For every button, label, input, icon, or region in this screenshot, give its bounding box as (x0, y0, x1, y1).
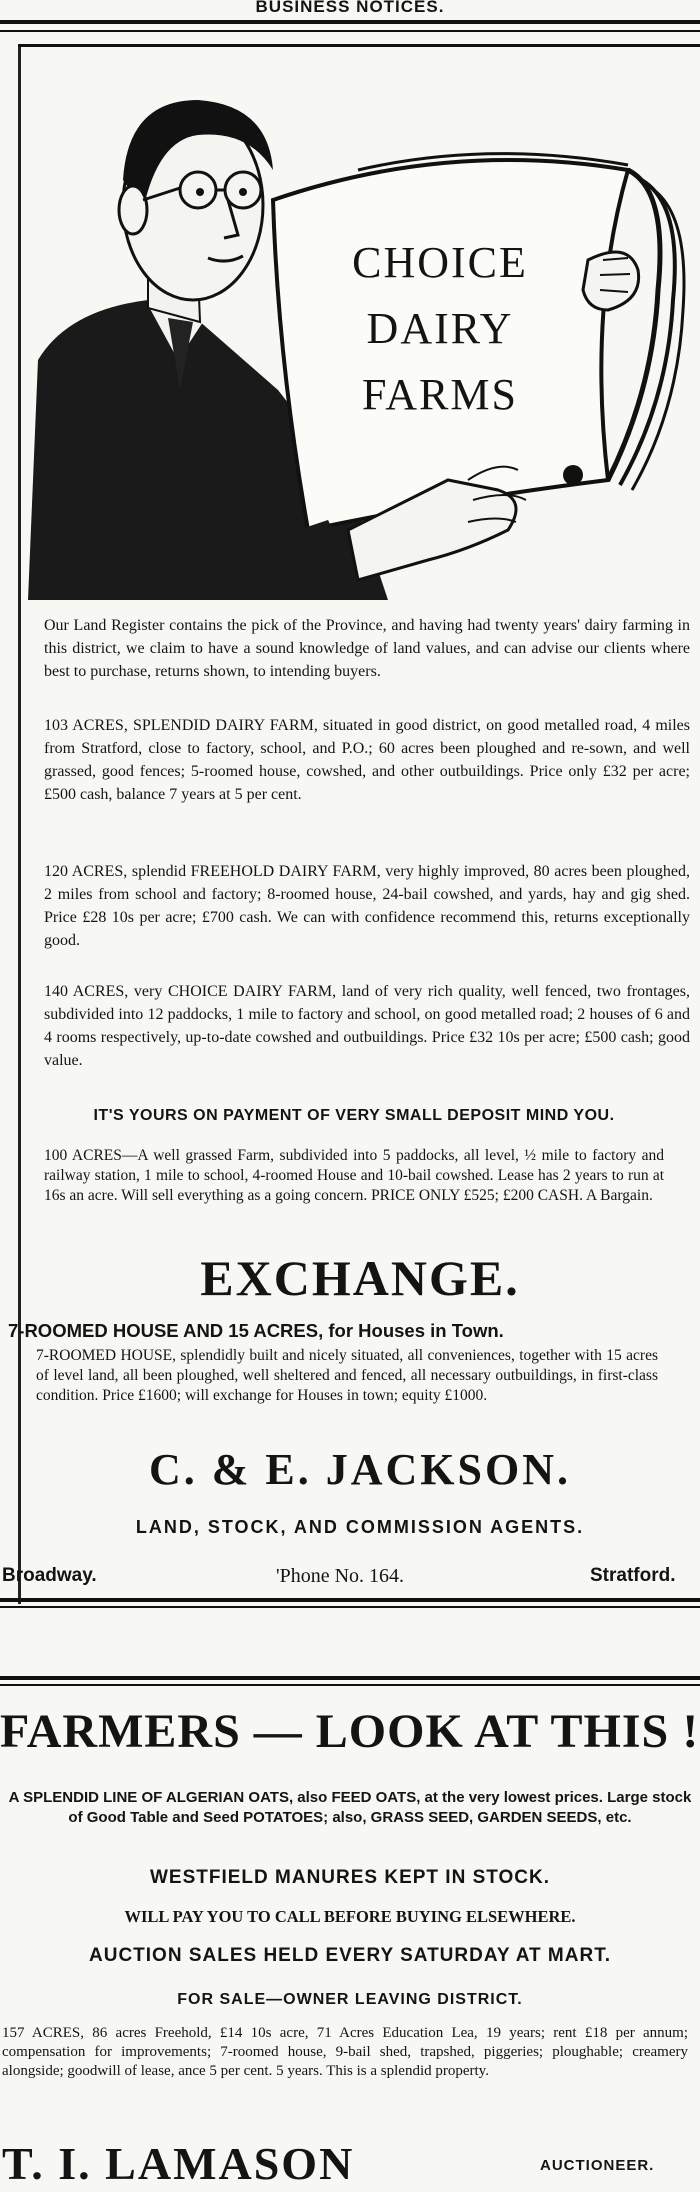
scroll-line-1: CHOICE (352, 238, 528, 287)
deposit-heading: IT'S YOURS ON PAYMENT OF VERY SMALL DEPOSIT MIND YOU. (93, 1107, 615, 1124)
section-header: BUSINESS NOTICES. (255, 0, 445, 16)
firm-name: C. & E. JACKSON. (148, 1445, 572, 1494)
ad-border-left (18, 44, 21, 1604)
scroll-line-3: FARMS (362, 370, 518, 419)
exchange-heading: 7-ROOMED HOUSE AND 15 ACRES, for Houses in Town. (8, 1320, 504, 1341)
oats-notice: A SPLENDID LINE OF ALGERIAN OATS, also FEED OATS, at the very lowest prices. Large stock of Good Table and Seed POTATOES; also, GRASS SEED, GARDEN SEEDS, etc. (8, 1789, 692, 1826)
scroll-line-2: DAIRY (366, 304, 514, 353)
listing-103-acres: 103 ACRES, SPLENDID DAIRY FARM, situated in good district, on good metalled road, 4 miles from Stratford, close to factory, school, and P.O.; 60 acres been ploughed and re-sown, and well grassed, good fences; 5-roomed house, cowshed, and other outbuildings. Price only £32 per acre; £500 cash, balance 7 years at 5 per cent. (44, 717, 690, 803)
listing-157-acres: 157 ACRES, 86 acres Freehold, £14 10s acre, 71 Acres Education Lea, 19 years; rent £18 per annum; compensation for improvements; 7-roomed house, 9-bail shed, trapshed, piggeries; ploughable; creamery alongside; goodwill of lease, ance 5 per cent. 5 years. This is a splendid property. (2, 2025, 688, 2079)
auction-notice: AUCTION SALES HELD EVERY SATURDAY AT MART. (89, 1945, 611, 1966)
for-sale-heading: FOR SALE—OWNER LEAVING DISTRICT. (177, 1991, 523, 2008)
ad-divider-thin (0, 1606, 700, 1608)
ad-divider-thick (0, 1598, 700, 1602)
listing-140-acres: 140 ACRES, very CHOICE DAIRY FARM, land of very rich quality, well fenced, two frontages, subdivided into 12 paddocks, 1 mile to factory and school, on good metalled road; 2 houses of 6 and 4 rooms respectively, up-to-date cowshed and outbuildings. Price £32 10s per acre; £500 cash; good value. (44, 983, 690, 1069)
firm-tagline: LAND, STOCK, AND COMMISSION AGENTS. (135, 1517, 585, 1537)
exchange-title: EXCHANGE. (200, 1250, 520, 1306)
manures-notice: WESTFIELD MANURES KEPT IN STOCK. (149, 1867, 551, 1888)
will-pay-notice: WILL PAY YOU TO CALL BEFORE BUYING ELSEWHERE. (124, 1907, 576, 1926)
scroll-heading (290, 230, 590, 428)
auctioneer-name: T. I. LAMASON (2, 2138, 355, 2189)
header-rule (0, 20, 700, 24)
footer-address-left: Broadway. (2, 1565, 97, 1586)
listing-120-acres: 120 ACRES, splendid FREEHOLD DAIRY FARM, very highly improved, 80 acres been ploughed, 2 miles from school and factory; 8-roomed house, 24-bail cowshed, and yards, hay and gig shed. Price £28 10s per acre; £700 cash. We can with confidence recommend this, returns exceptionally good. (44, 863, 690, 949)
ad2-top-rule (0, 1676, 700, 1680)
ad-border-top (18, 44, 700, 47)
header-rule-thin (0, 30, 700, 32)
footer-address-right: Stratford. (590, 1565, 676, 1586)
listing-100-acres: 100 ACRES—A well grassed Farm, subdivided into 5 paddocks, all level, ½ mile to factory and railway station, 1 mile to school, 4-roomed House and 10-bail cowshed. Lease has 2 years to run at 16s an acre. Will sell everything as a going concern. PRICE ONLY £525; £200 CASH. A Bargain. (44, 1147, 664, 1204)
exchange-body: 7-ROOMED HOUSE, splendidly built and nicely situated, all conveniences, together with 15 acres of level land, all been ploughed, well sheltered and fenced, all necessary outbuildings, in first-class condition. Price £1600; will exchange for Houses in town; equity £1000. (36, 1347, 658, 1404)
auctioneer-label: AUCTIONEER. (540, 2157, 655, 2174)
intro-paragraph: Our Land Register contains the pick of the Province, and having had twenty years' dairy farming in this district, we claim to have a sound knowledge of land values, and can advise our clients where best to purchase, returns shown, to intending buyers. (44, 617, 690, 680)
footer-phone: 'Phone No. 164. (276, 1565, 405, 1587)
ad2-top-rule-thin (0, 1684, 700, 1686)
farmers-title: FARMERS — LOOK AT THIS ! (0, 1705, 700, 1758)
